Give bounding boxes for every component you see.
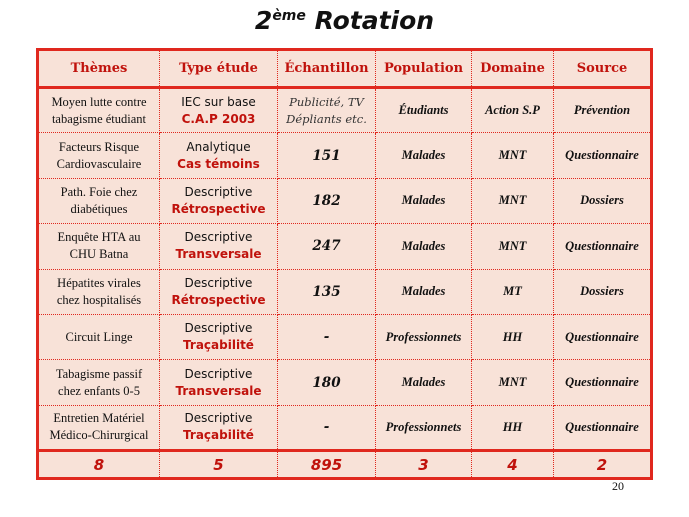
cell-echantillon: 151 bbox=[278, 133, 376, 178]
cell-type-etude: Descriptive Transversale bbox=[160, 360, 278, 405]
cell-population: Professionnets bbox=[376, 314, 472, 359]
cell-theme: Tabagisme passif chez enfants 0-5 bbox=[38, 360, 160, 405]
cell-domaine: MNT bbox=[472, 224, 554, 269]
cell-population: Malades bbox=[376, 360, 472, 405]
totals-row bbox=[38, 451, 652, 479]
header-population: Population bbox=[376, 50, 472, 88]
cell-echantillon: Publicité, TV Dépliants etc. bbox=[278, 88, 376, 133]
table-row bbox=[38, 88, 652, 133]
cell-domaine: MNT bbox=[472, 178, 554, 223]
cell-domaine: MNT bbox=[472, 360, 554, 405]
cell-domaine: Action S.P bbox=[472, 88, 554, 133]
header-type-etude: Type étude bbox=[160, 50, 278, 88]
table-row bbox=[38, 360, 652, 405]
table-row bbox=[38, 405, 652, 450]
total-domaine: 4 bbox=[472, 451, 554, 479]
cell-population: Malades bbox=[376, 133, 472, 178]
total-source: 2 bbox=[554, 451, 652, 479]
table-row bbox=[38, 314, 652, 359]
cell-population: Malades bbox=[376, 224, 472, 269]
cell-type-etude: Descriptive Rétrospective bbox=[160, 178, 278, 223]
cell-source: Prévention bbox=[554, 88, 652, 133]
cell-source: Dossiers bbox=[554, 178, 652, 223]
cell-echantillon: 182 bbox=[278, 178, 376, 223]
cell-type-etude: Descriptive Transversale bbox=[160, 224, 278, 269]
slide-title: 2ème Rotation bbox=[254, 6, 435, 35]
cell-source: Questionnaire bbox=[554, 314, 652, 359]
cell-echantillon: 247 bbox=[278, 224, 376, 269]
cell-source: Questionnaire bbox=[554, 360, 652, 405]
header-source: Source bbox=[554, 50, 652, 88]
header-themes: Thèmes bbox=[38, 50, 160, 88]
total-type-etude: 5 bbox=[160, 451, 278, 479]
cell-domaine: HH bbox=[472, 314, 554, 359]
cell-source: Dossiers bbox=[554, 269, 652, 314]
table-row bbox=[38, 269, 652, 314]
cell-type-etude: Descriptive Traçabilité bbox=[160, 405, 278, 450]
cell-theme: Circuit Linge bbox=[38, 314, 160, 359]
table-row bbox=[38, 178, 652, 223]
total-echantillon: 895 bbox=[278, 451, 376, 479]
cell-source: Questionnaire bbox=[554, 224, 652, 269]
page-number: 20 bbox=[612, 479, 624, 493]
cell-echantillon: - bbox=[278, 405, 376, 450]
cell-theme: Hépatites virales chez hospitalisés bbox=[38, 269, 160, 314]
cell-population: Malades bbox=[376, 178, 472, 223]
cell-domaine: HH bbox=[472, 405, 554, 450]
cell-echantillon: 135 bbox=[278, 269, 376, 314]
cell-theme: Enquête HTA au CHU Batna bbox=[38, 224, 160, 269]
cell-theme: Facteurs Risque Cardiovasculaire bbox=[38, 133, 160, 178]
cell-source: Questionnaire bbox=[554, 405, 652, 450]
total-population: 3 bbox=[376, 451, 472, 479]
cell-population: Étudiants bbox=[376, 88, 472, 133]
cell-echantillon: 180 bbox=[278, 360, 376, 405]
cell-domaine: MNT bbox=[472, 133, 554, 178]
cell-type-etude: Descriptive Traçabilité bbox=[160, 314, 278, 359]
cell-population: Malades bbox=[376, 269, 472, 314]
cell-source: Questionnaire bbox=[554, 133, 652, 178]
header-domaine: Domaine bbox=[472, 50, 554, 88]
table-row bbox=[38, 133, 652, 178]
cell-domaine: MT bbox=[472, 269, 554, 314]
header-echantillon: Échantillon bbox=[278, 50, 376, 88]
total-themes: 8 bbox=[38, 451, 160, 479]
cell-type-etude: Descriptive Rétrospective bbox=[160, 269, 278, 314]
cell-echantillon: - bbox=[278, 314, 376, 359]
header-row bbox=[38, 50, 652, 88]
rotation-table bbox=[36, 48, 653, 480]
cell-theme: Path. Foie chez diabétiques bbox=[38, 178, 160, 223]
cell-type-etude: Analytique Cas témoins bbox=[160, 133, 278, 178]
table-row bbox=[38, 224, 652, 269]
cell-theme: Moyen lutte contre tabagisme étudiant bbox=[38, 88, 160, 133]
cell-theme: Entretien Matériel Médico-Chirurgical bbox=[38, 405, 160, 450]
cell-population: Professionnets bbox=[376, 405, 472, 450]
cell-type-etude: IEC sur base C.A.P 2003 bbox=[160, 88, 278, 133]
